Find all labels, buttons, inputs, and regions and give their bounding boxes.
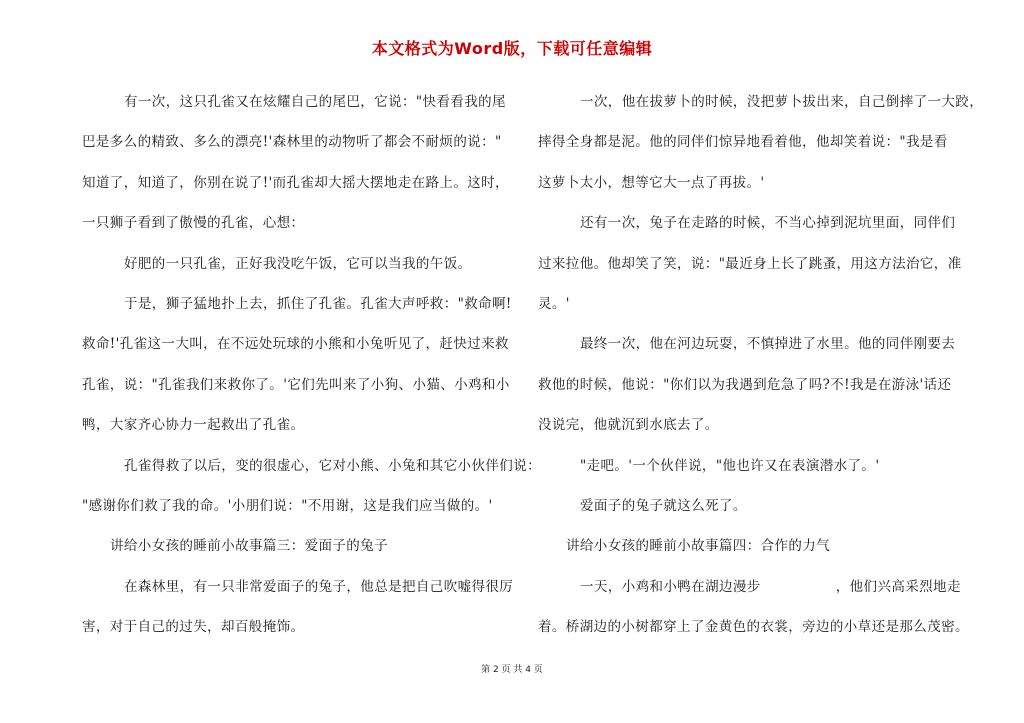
paragraph-line: 灵。' bbox=[538, 296, 570, 313]
paragraph-line: 孔雀，说："孔雀我们来救你了。'它们先叫来了小狗、小猫、小鸡和小 bbox=[82, 376, 510, 393]
paragraph-line: 巴是多么的精致、多么的漂亮!'森林里的动物听了都会不耐烦的说：" bbox=[82, 134, 502, 151]
paragraph-line: 鸭，大家齐心协力一起救出了孔雀。 bbox=[82, 417, 305, 434]
paragraph-line: 救他的时候，他说："你们以为我遇到危急了吗?不!我是在游泳'话还 bbox=[538, 376, 952, 393]
paragraph-line: 还有一次，兔子在走路的时候，不当心掉到泥坑里面，同伴们 bbox=[580, 215, 956, 232]
paragraph-line: 这萝卜太小，想等它大一点了再拔。' bbox=[538, 174, 765, 191]
paragraph-line: "感谢你们救了我的命。'小朋们说："不用谢，这是我们应当做的。' bbox=[82, 498, 493, 515]
paragraph-line: 着。桥湖边的小树都穿上了金黄色的衣裳，旁边的小草还是那么茂密。 bbox=[538, 619, 969, 636]
page-banner: 本文格式为Word版，下载可任意编辑 bbox=[371, 39, 653, 58]
paragraph-line: "走吧。'一个伙伴说，"他也许又在表演潜水了。' bbox=[580, 457, 880, 474]
paragraph-line: 最终一次，他在河边玩耍，不慎掉进了水里。他的同伴刚要去 bbox=[580, 336, 956, 353]
paragraph-line: 害，对于自己的过失，却百般掩饰。 bbox=[82, 619, 305, 636]
paragraph-line: 一天，小鸡和小鸭在湖边漫步 ，他们兴高采烈地走 bbox=[580, 578, 961, 595]
paragraph-line: 孔雀得救了以后，变的很虚心，它对小熊、小兔和其它小伙伴们说： bbox=[124, 457, 541, 474]
paragraph-line: 一只狮子看到了傲慢的孔雀，心想： bbox=[82, 215, 305, 232]
paragraph-line: 一次，他在拔萝卜的时候，没把萝卜拔出来，自己倒摔了一大跤， bbox=[580, 94, 984, 110]
paragraph-line: 好肥的一只孔雀，正好我没吃午饭，它可以当我的午饭。 bbox=[124, 255, 472, 272]
paragraph-line: 过来拉他。他却笑了笑，说："最近身上长了跳蚤，用这方法治它，准 bbox=[538, 255, 962, 272]
paragraph-line: 爱面子的兔子就这么死了。 bbox=[580, 498, 747, 515]
right-column bbox=[538, 82, 984, 648]
paragraph-line: 知道了，知道了，你别在说了!'而孔雀却大摇大摆地走在路上。这时， bbox=[82, 174, 509, 191]
paragraph-line: 救命!'孔雀这一大叫，在不远处玩球的小熊和小兔听见了，赶快过来救 bbox=[82, 336, 509, 353]
section-heading: 讲给小女孩的睡前小故事篇三：爱面子的兔子 bbox=[110, 538, 388, 555]
paragraph-line: 有一次，这只孔雀又在炫耀自己的尾巴，它说："快看看我的尾 bbox=[124, 94, 506, 110]
page-number: 第 2 页 共 4 页 bbox=[481, 665, 543, 675]
paragraph-line: 在森林里，有一只非常爱面子的兔子，他总是把自己吹嘘得很厉 bbox=[124, 578, 514, 595]
left-column bbox=[82, 82, 541, 648]
paragraph-line: 没说完，他就沉到水底去了。 bbox=[538, 417, 719, 434]
paragraph-line: 摔得全身都是泥。他的同伴们惊异地看着他，他却笑着说："我是看 bbox=[538, 134, 948, 151]
section-heading: 讲给小女孩的睡前小故事篇四：合作的力气 bbox=[566, 538, 831, 555]
paragraph-line: 于是，狮子猛地扑上去，抓住了孔雀。孔雀大声呼救："救命啊! bbox=[124, 296, 512, 313]
